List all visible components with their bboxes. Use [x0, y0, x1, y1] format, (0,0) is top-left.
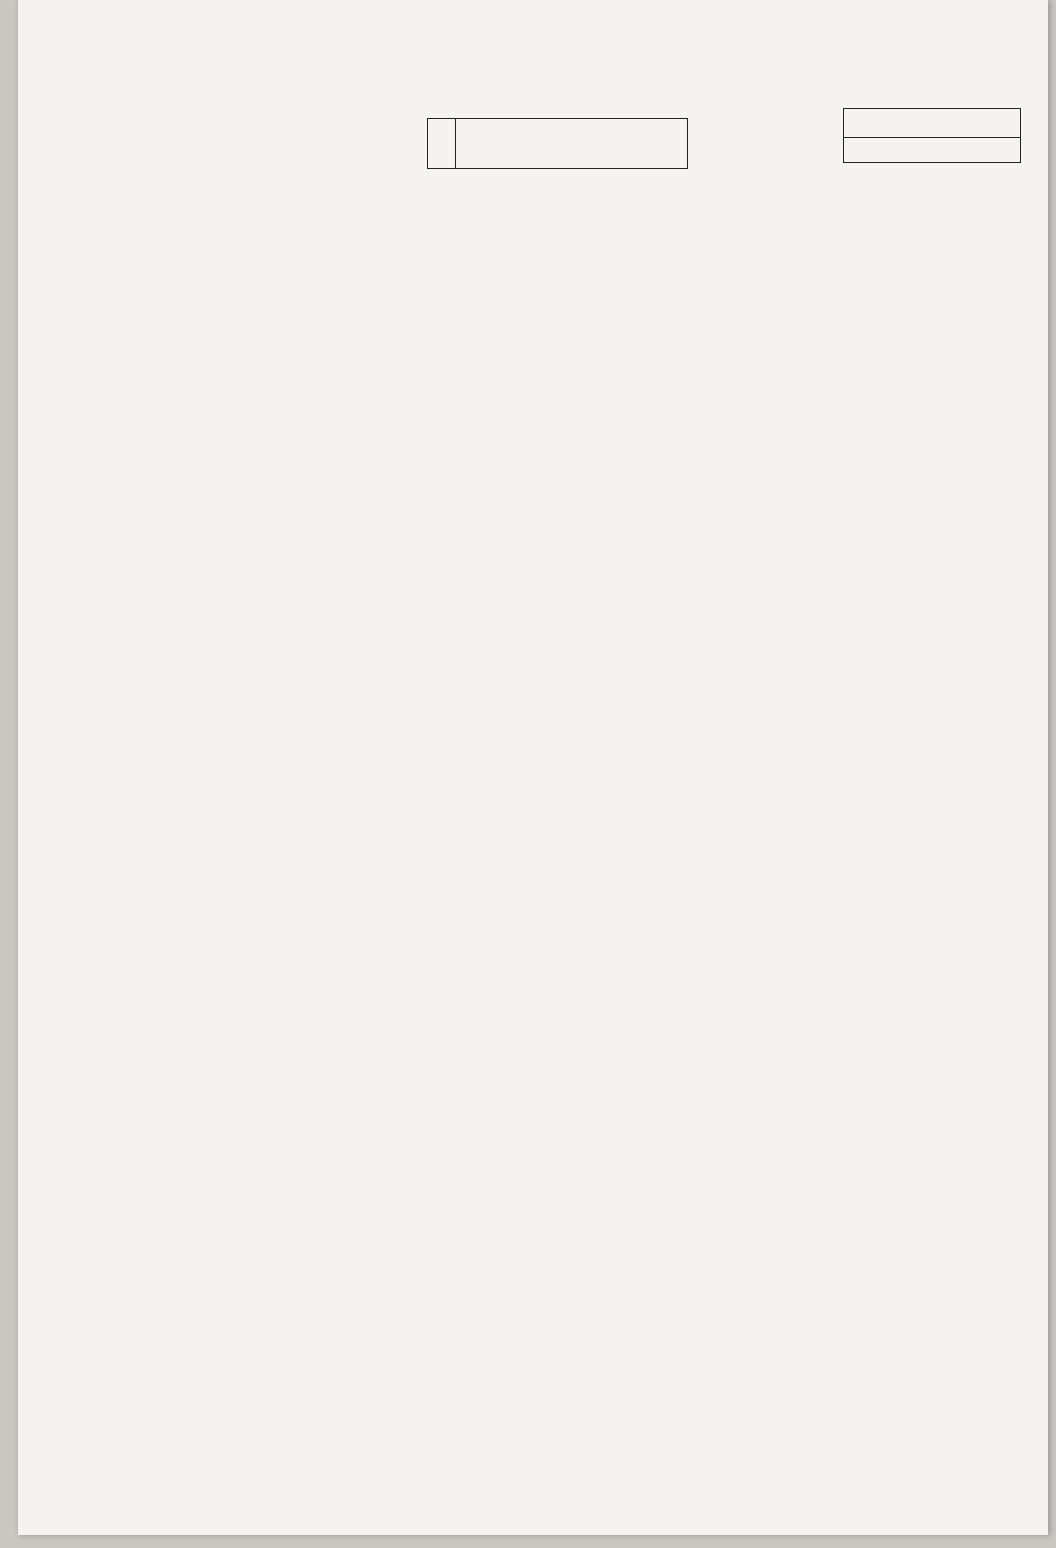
section-label-overview	[137, 575, 157, 600]
section-label-chassis	[137, 337, 157, 362]
section-label-weight	[134, 885, 154, 910]
